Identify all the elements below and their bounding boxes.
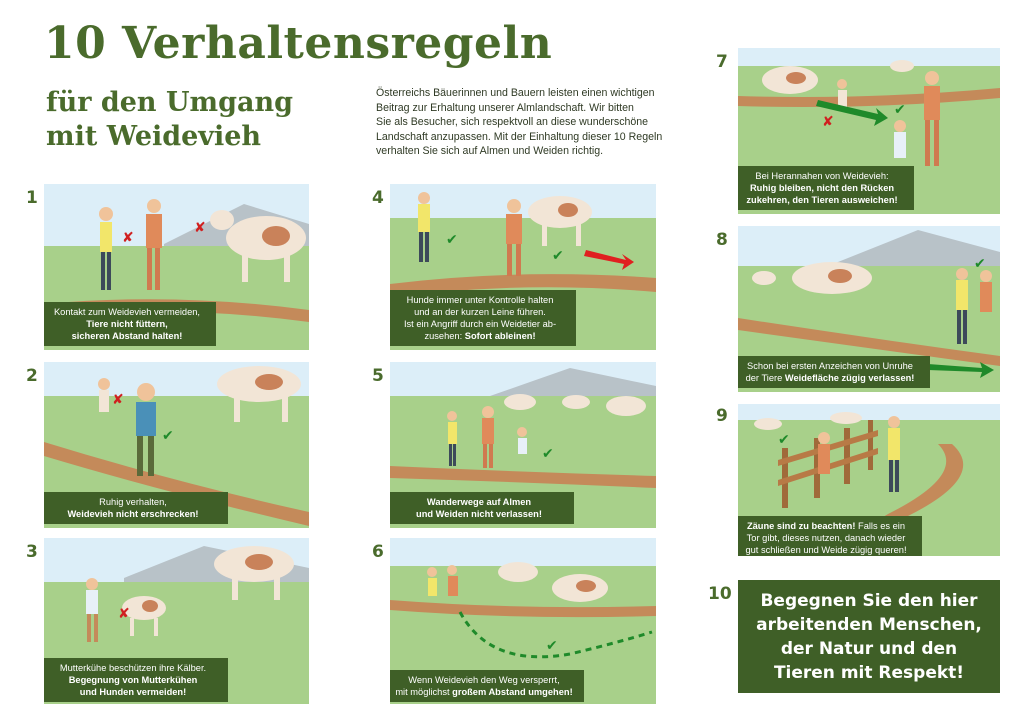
caption-line: Hunde immer unter Kontrolle halten: [406, 295, 554, 305]
rule-3-caption: [44, 658, 228, 702]
rule-9-caption: [738, 516, 922, 556]
caption-line: gut schließen und Weide zügig queren!: [745, 545, 907, 555]
check-mark-icon: ✔: [446, 232, 458, 248]
caption-line: sicheren Abstand halten!: [71, 331, 183, 341]
check-mark-icon: ✔: [552, 248, 564, 264]
caption-line: Kontakt zum Weidevieh vermeiden,: [53, 307, 201, 317]
cross-mark-icon: ✘: [118, 606, 130, 622]
caption-line: Zäune sind zu beachten!: [746, 521, 856, 531]
rule-2-caption: [44, 492, 228, 524]
rule-number-4: 4: [372, 188, 384, 208]
rule-7-illustration: [738, 48, 1000, 214]
cross-mark-icon: ✘: [112, 392, 124, 408]
caption-line: mit möglichst: [395, 687, 453, 697]
page-title: 10 Verhaltensregeln: [44, 18, 553, 69]
rule-number-1: 1: [26, 188, 38, 208]
check-mark-icon: ✔: [894, 102, 906, 118]
rule-5-illustration: [390, 362, 656, 528]
caption-line: zusehen:: [424, 331, 465, 341]
cross-mark-icon: ✘: [194, 220, 206, 236]
caption-line: zukehren, den Tieren ausweichen!: [746, 195, 898, 205]
rule-1-illustration: [44, 184, 309, 350]
caption-line: Wanderwege auf Almen: [426, 497, 532, 507]
rule-number-2: 2: [26, 366, 38, 386]
subtitle-line-1: für den Umgang: [46, 87, 293, 118]
intro-line: Landschaft anzupassen. Mit der Einhaltung dieser 10 Regeln: [376, 130, 663, 143]
rule-1-caption: [44, 302, 216, 346]
check-mark-icon: ✔: [542, 446, 554, 462]
caption-line-bold: Sofort ableinen!: [464, 331, 536, 341]
rule-2-illustration: [44, 362, 309, 528]
caption-line: Tor gibt, dieses nutzen, danach wieder: [746, 533, 906, 543]
rule-number-10: 10: [708, 584, 732, 604]
check-mark-icon: ✔: [162, 428, 174, 444]
rule-10-line: Begegnen Sie den hier: [760, 590, 978, 611]
caption-line: und an der kurzen Leine führen.: [414, 307, 546, 317]
rule-5-caption: [390, 492, 574, 524]
cross-mark-icon: ✘: [822, 114, 834, 130]
rule-number-6: 6: [372, 542, 384, 562]
page-subtitle: [46, 86, 293, 154]
caption-line-bold: großem Abstand umgehen!: [452, 687, 573, 697]
rule-8-illustration: [738, 226, 1000, 392]
rule-7-caption: [738, 166, 914, 210]
rule-3-illustration: [44, 538, 309, 704]
rule-8-caption: [738, 356, 930, 388]
rule-6-illustration: [390, 538, 656, 704]
rule-10-line: der Natur und den: [780, 638, 958, 659]
caption-line: Bei Herannahen von Weidevieh:: [755, 171, 889, 181]
rule-10-box: [738, 580, 1000, 693]
caption-line: Ruhig bleiben, nicht den Rücken: [749, 183, 895, 193]
rule-9-illustration: [738, 404, 1000, 556]
caption-line-suffix: Falls es ein: [855, 521, 906, 531]
intro-line: Sie als Besucher, sich respektvoll an diese wunderschöne: [376, 116, 649, 128]
rule-number-8: 8: [716, 230, 728, 250]
caption-line: und Weiden nicht verlassen!: [416, 509, 542, 519]
rule-4-caption: [390, 290, 576, 346]
subtitle-line-2: mit Weidevieh: [46, 121, 262, 152]
caption-line: Ist ein Angriff durch ein Weidetier ab-: [403, 319, 557, 329]
rule-number-3: 3: [26, 542, 38, 562]
check-mark-icon: ✔: [778, 432, 790, 448]
caption-line: Wenn Weidevieh den Weg versperrt,: [408, 675, 560, 685]
rule-6-caption: [390, 670, 584, 702]
rule-10-line: Tieren mit Respekt!: [773, 662, 965, 683]
caption-line: Schon bei ersten Anzeichen von Unruhe: [747, 361, 913, 371]
caption-line: der Tiere: [745, 373, 785, 383]
rule-number-9: 9: [716, 406, 728, 426]
intro-line: verhalten Sie sich auf Almen und Weiden richtig.: [376, 145, 604, 157]
rule-10-line: arbeitenden Menschen,: [756, 614, 982, 635]
rule-4-illustration: [390, 184, 656, 350]
caption-line: Begegnung von Mutterkühen: [68, 675, 198, 685]
caption-line: Tiere nicht füttern,: [86, 319, 168, 329]
caption-line-bold: Weidefläche zügig verlassen!: [784, 373, 915, 383]
intro-line: Beitrag zur Erhaltung unserer Almlandschaft. Wir bitten: [376, 101, 634, 114]
intro-text: [376, 86, 676, 159]
caption-line: Weidevieh nicht erschrecken!: [67, 509, 199, 519]
intro-line: Österreichs Bäuerinnen und Bauern leisten einen wichtigen: [376, 87, 655, 99]
caption-line: Mutterkühe beschützen ihre Kälber.: [59, 663, 207, 673]
check-mark-icon: ✔: [546, 638, 558, 654]
rule-number-7: 7: [716, 52, 728, 72]
cross-mark-icon: ✘: [122, 230, 134, 246]
rule-number-5: 5: [372, 366, 384, 386]
check-mark-icon: ✔: [974, 256, 986, 272]
caption-line: und Hunden vermeiden!: [79, 687, 187, 697]
caption-line: Ruhig verhalten,: [99, 497, 167, 507]
